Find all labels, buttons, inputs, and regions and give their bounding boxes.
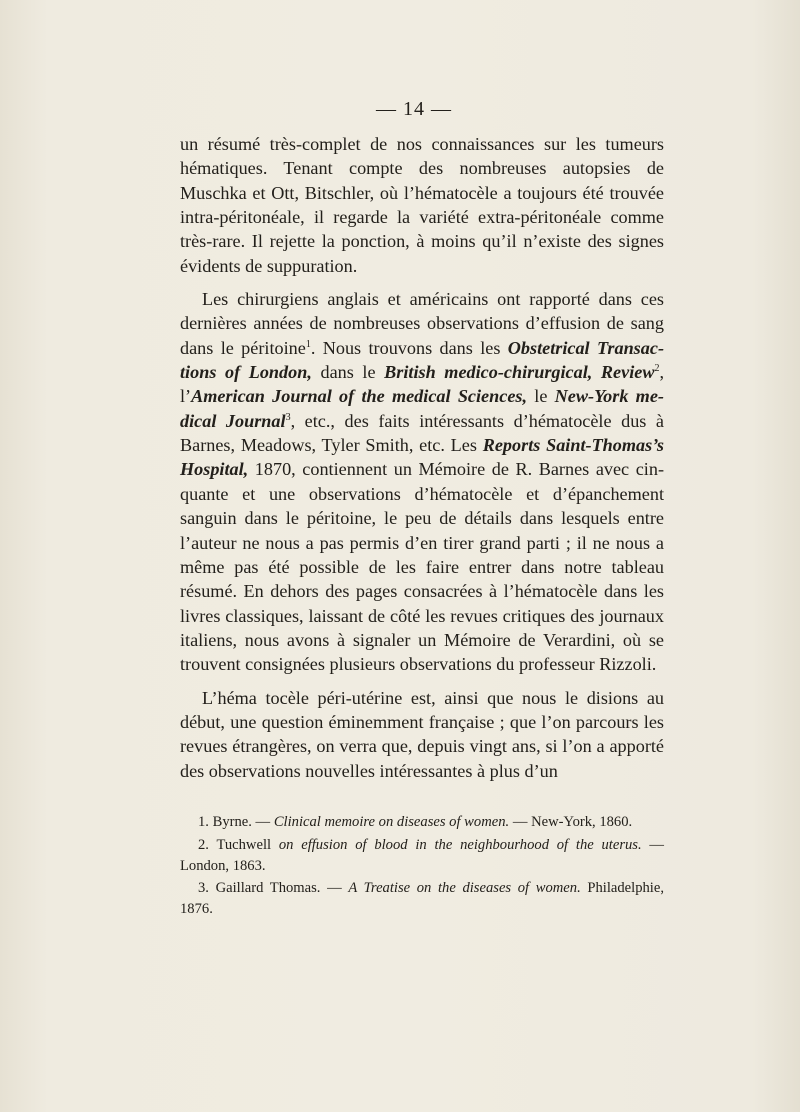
text-run: L’héma tocèle péri-utérine est, ainsi que nous le disions au début, une question éminemment française ; que l’on parcours les revues étrangères, on verra que, depuis vingt ans, si l’on a apporté des observations nouvelles intéressantes à plus d’un	[180, 687, 664, 781]
footnote	[180, 812, 664, 833]
italic-title: New-York medical Journal	[180, 386, 664, 431]
footnotes	[180, 812, 664, 922]
italic-title: on effusion of blood in the neighbourhood of the uterus.	[278, 836, 642, 853]
italic-title: American Journal of the medical Sciences,	[191, 386, 528, 407]
text-run: — New-York, 1860.	[509, 814, 633, 830]
text-run: , etc., des faits intéressants d’hématocèle dus à Barnes, Meadows, Tyler Smith, etc. Les	[180, 410, 665, 456]
paragraph	[180, 132, 664, 278]
footnote-reference: 3	[285, 411, 291, 423]
paragraph	[180, 686, 664, 783]
paragraph	[180, 287, 664, 677]
italic-title: Reports Saint-Thomas’s Hospital,	[180, 435, 664, 480]
page-number: — 14 —	[376, 98, 452, 120]
italic-title: Obstetrical Transactions of London,	[180, 337, 664, 383]
italic-title: A Treatise on the diseases of women.	[348, 880, 581, 897]
text-run: , l’	[180, 362, 664, 407]
text-run: 1870, contiennent un Mémoire de R. Barnes avec cinquante et une observations d’hématocèle et d’épanchement sanguin dans le péritoine, le peu de détails dans lesquels entre l’auteur ne nous a pas permis d’en tirer grand parti ; il ne nous a même pas été possible de les faire entrer dans notre tableau résumé. En dehors des pages consacrées à l’hématocèle dans les livres classiques, laissant de côté les revues critiques des journaux italiens, nous avons à signaler un Mémoire de Verardini, où se trouvent consignées plusieurs observations du professeur Rizzoli.	[180, 459, 664, 675]
footnote-reference: 2	[654, 363, 660, 375]
text-run: — London, 1863.	[180, 836, 664, 874]
italic-title: Clinical memoire on diseases of women.	[273, 814, 510, 830]
text-run: . Nous trouvons dans les	[310, 337, 508, 358]
text-run: dans le	[311, 362, 385, 383]
text-run: un résumé très-complet de nos connaissances sur les tumeurs hématiques. Tenant compte des nombreuses autopsies de Muschka et Ott, Bitschler, où l’hématocèle a toujours été trouvée intra-péritonéale, il regarde la variété extra-péritonéale comme très-rare. Il rejette la ponction, à moins qu’il n’existe des signes évidents de suppuration.	[180, 134, 664, 276]
footnote	[180, 878, 664, 920]
footnote-reference: 1	[305, 338, 311, 350]
text-run: Philadelphie, 1876.	[180, 880, 664, 918]
text-run: Les chirurgiens anglais et américains ont rapporté dans ces dernières années de nombreuses observations d’effusion de sang dans le péritoine	[180, 289, 664, 358]
italic-title: British medico-chirurgical, Review	[384, 362, 655, 383]
text-run: 1. Byrne. —	[198, 814, 274, 830]
text-run: le	[527, 386, 555, 407]
text-run: 3. Gaillard Thomas. —	[198, 880, 349, 897]
footnote	[180, 835, 664, 877]
text-run: 2. Tuchwell	[198, 836, 279, 853]
body-text	[180, 132, 664, 783]
